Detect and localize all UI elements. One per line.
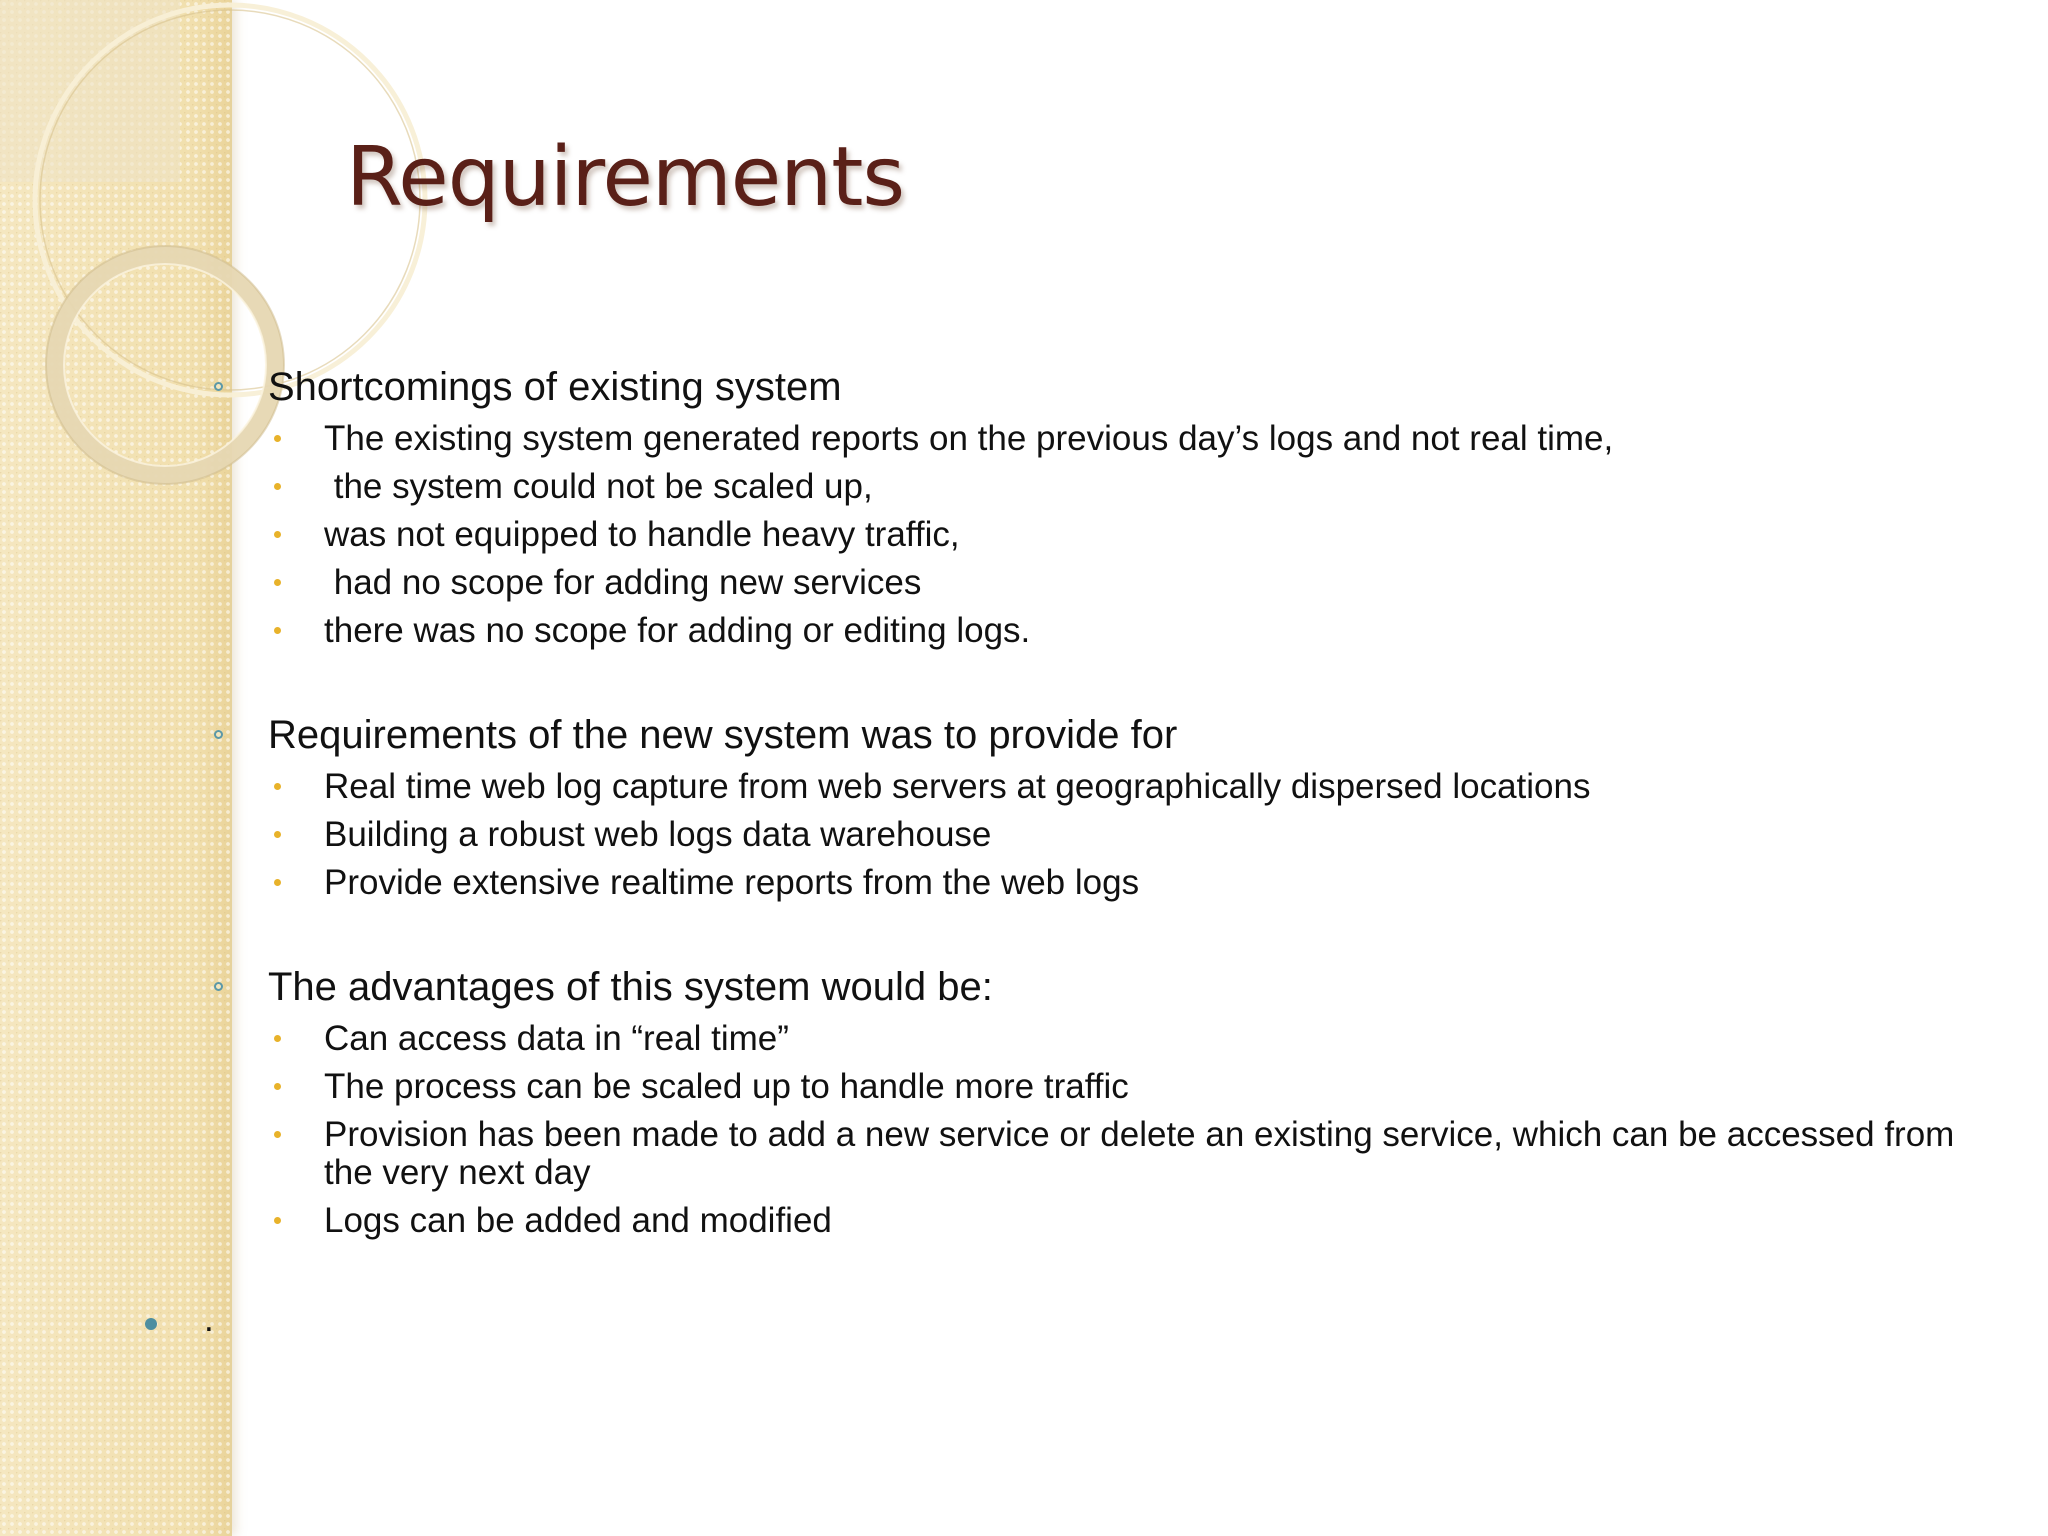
ring-bullet-icon	[214, 382, 223, 391]
section-heading-text: The advantages of this system would be:	[268, 965, 993, 1009]
section-heading-text: Shortcomings of existing system	[268, 365, 842, 409]
list-item-text: the system could not be scaled up,	[324, 467, 873, 506]
list-item	[0, 420, 1964, 458]
bullet-list	[0, 1020, 2048, 1240]
list-item-text: Logs can be added and modified	[324, 1201, 832, 1240]
section-heading	[0, 960, 2048, 1014]
list-item-text: was not equipped to handle heavy traffic,	[324, 515, 960, 554]
list-item-text: The existing system generated reports on the previous day’s logs and not real time,	[324, 419, 1614, 458]
dot-bullet-icon	[274, 1217, 281, 1224]
section-shortcomings	[0, 360, 2048, 660]
list-item	[0, 768, 1964, 806]
list-item	[0, 864, 1964, 902]
list-item-text: Provision has been made to add a new service or delete an existing service, which can be accessed from the very next day	[324, 1115, 1965, 1192]
dot-bullet-icon	[274, 531, 281, 538]
dot-bullet-icon	[274, 1035, 281, 1042]
list-item	[0, 564, 1964, 602]
slide-title: Requirements	[346, 130, 905, 225]
list-item	[0, 468, 1964, 506]
list-item-text: Provide extensive realtime reports from the web logs	[324, 863, 1140, 902]
section-heading	[0, 708, 2048, 762]
list-item	[0, 1020, 1964, 1058]
section-heading-text: Requirements of the new system was to provide for	[268, 713, 1178, 757]
ring-bullet-icon	[214, 730, 223, 739]
dot-bullet-icon	[274, 879, 281, 886]
list-item	[0, 516, 1964, 554]
bullet-list	[0, 420, 2048, 650]
section-requirements	[0, 708, 2048, 912]
trailing-bullet-icon	[145, 1318, 157, 1330]
list-item	[0, 1202, 1964, 1240]
list-item	[0, 1068, 1964, 1106]
list-item	[0, 816, 1964, 854]
dot-bullet-icon	[274, 831, 281, 838]
list-item	[0, 1116, 1964, 1192]
dot-bullet-icon	[274, 627, 281, 634]
dot-bullet-icon	[274, 1131, 281, 1138]
trailing-bullet-text: .	[204, 1300, 214, 1339]
dot-bullet-icon	[274, 435, 281, 442]
list-item-text: had no scope for adding new services	[324, 563, 922, 602]
dot-bullet-icon	[274, 783, 281, 790]
list-item-text: Building a robust web logs data warehouse	[324, 815, 992, 854]
bullet-list	[0, 768, 2048, 902]
ring-bullet-icon	[214, 982, 223, 991]
section-heading	[0, 360, 2048, 414]
dot-bullet-icon	[274, 1083, 281, 1090]
list-item-text: Real time web log capture from web servers at geographically dispersed locations	[324, 767, 1591, 806]
list-item-text: Can access data in “real time”	[324, 1019, 789, 1058]
list-item	[0, 612, 1964, 650]
dot-bullet-icon	[274, 483, 281, 490]
dot-bullet-icon	[274, 579, 281, 586]
list-item-text: The process can be scaled up to handle more traffic	[324, 1067, 1129, 1106]
section-advantages	[0, 960, 2048, 1250]
list-item-text: there was no scope for adding or editing logs.	[324, 611, 1031, 650]
